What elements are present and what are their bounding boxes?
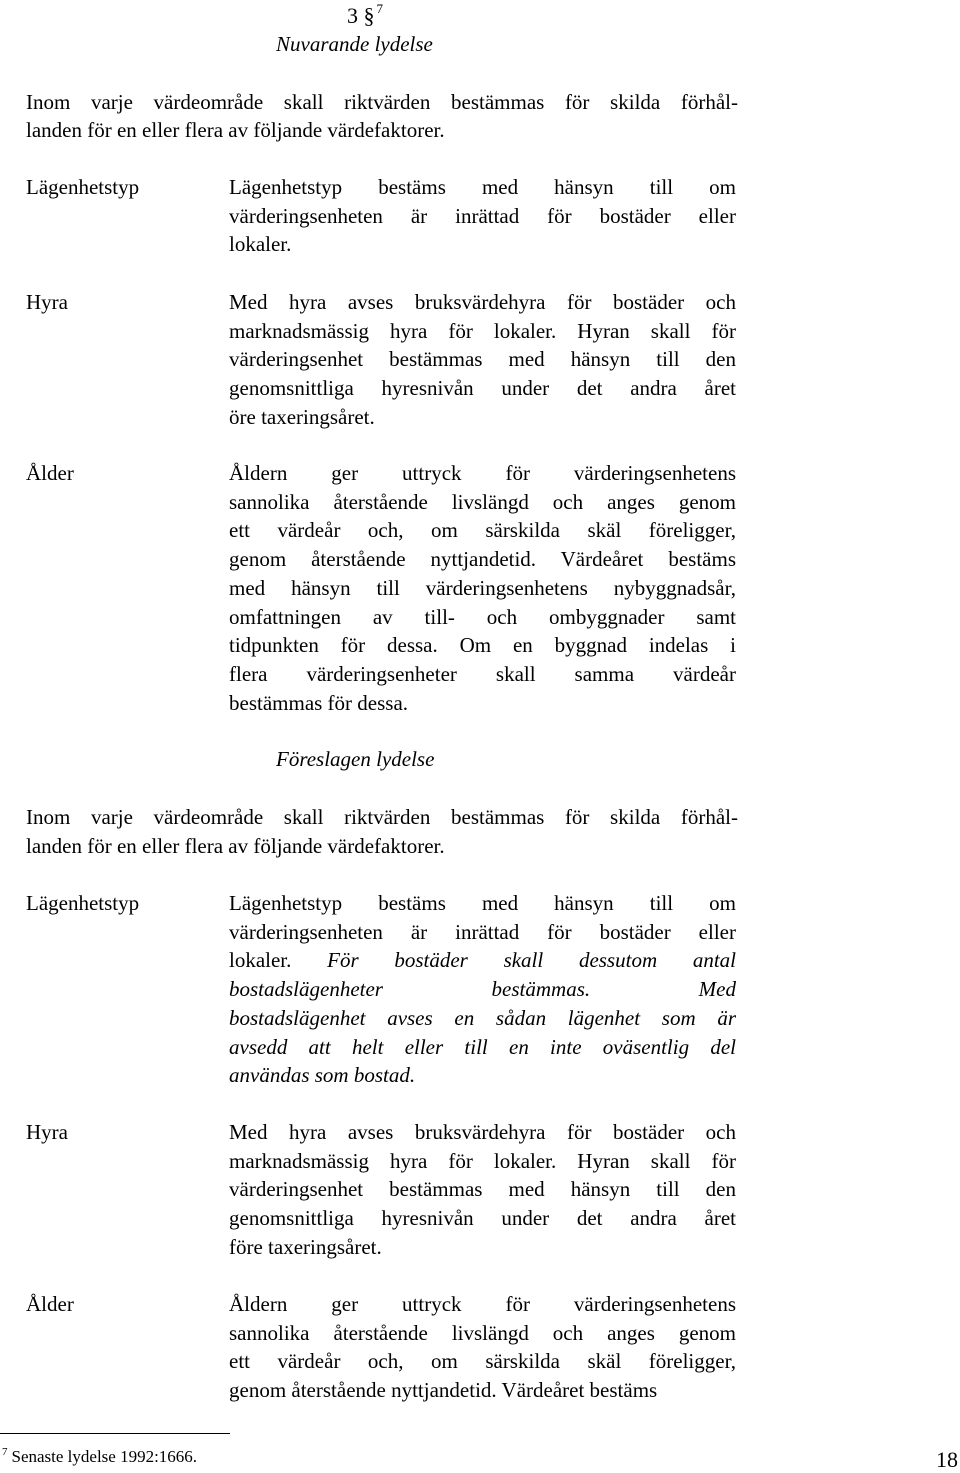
proposed-lagenhetstyp-text-line [229, 1004, 736, 1033]
text-segment: Åldern ger uttryck för värderingsenhetens [229, 461, 736, 485]
proposed-lagenhetstyp-text-line [229, 1033, 736, 1062]
amended-text: avsedd att helt eller till en inte oväsentlig del [229, 1034, 736, 1059]
amended-text: användas som bostad. [229, 1063, 416, 1088]
current-alder-text-line [229, 603, 736, 632]
section-number-text: 3 § [347, 3, 375, 28]
proposed-hyra-text-line [229, 1204, 736, 1233]
text-segment: marknadsmässig hyra för lokaler. Hyran skall för [229, 318, 736, 343]
current-alder-text-line [229, 631, 736, 660]
current-alder-text-line [229, 660, 736, 689]
proposed-lagenhetstyp-text-line [229, 946, 736, 975]
text-segment: omfattningen av till- och ombyggnader samt [229, 604, 736, 629]
current-intro-line-1: Inom varje värdeområde skall riktvärden bestämmas för skilda förhål- [26, 90, 738, 114]
proposed-lagenhetstyp-text-line [229, 889, 736, 918]
proposed-alder-text-line [229, 1347, 736, 1376]
text-segment: Med hyra avses bruksvärdehyra för bostäder och [229, 290, 736, 314]
current-hyra-text-line [229, 345, 736, 374]
proposed-hyra-text-line [229, 1233, 736, 1262]
current-alder-text-line [229, 488, 736, 517]
current-label-alder: Ålder [26, 461, 74, 485]
footnote-reference: 7 [376, 1, 383, 16]
text-segment: tidpunkten för dessa. Om en byggnad indelas i [229, 633, 736, 658]
text-segment: sannolika återstående livslängd och anges genom [229, 489, 736, 514]
text-segment: bestämmas för dessa. [229, 690, 409, 715]
text-segment: lokaler. [229, 948, 328, 973]
current-hyra-text-line [229, 403, 736, 432]
current-hyra-text-line [229, 317, 736, 346]
current-lagenhetstyp-text-line [229, 230, 736, 259]
current-intro-line-2: landen för en eller flera av följande värdefaktorer. [26, 118, 445, 142]
proposed-lagenhetstyp-text-line [229, 975, 736, 1004]
current-hyra-text-line [229, 374, 736, 403]
footnote-separator [0, 1433, 230, 1434]
proposed-wording-heading: Föreslagen lydelse [276, 747, 435, 771]
text-segment: före taxeringsåret. [229, 1234, 382, 1259]
proposed-alder-text-line [229, 1290, 736, 1319]
footnote-text: Senaste lydelse 1992:1666. [11, 1447, 198, 1466]
amended-text: bostadslägenhet avses en sådan lägenhet som är [229, 1005, 736, 1030]
proposed-alder-text-line [229, 1376, 736, 1405]
current-wording-heading: Nuvarande lydelse [276, 32, 433, 56]
text-segment: ett värdeår och, om särskilda skäl föreligger, [229, 1349, 736, 1374]
text-segment: Åldern ger uttryck för värderingsenhetens [229, 1292, 736, 1316]
footnote [2, 1446, 197, 1470]
proposed-intro-line-2: landen för en eller flera av följande värdefaktorer. [26, 834, 445, 858]
footnote-number: 7 [2, 1446, 8, 1458]
current-alder-text-line [229, 689, 736, 718]
proposed-label-alder: Ålder [26, 1292, 74, 1316]
text-segment: med hänsyn till värderingsenhetens nybyggnadsår, [229, 575, 736, 600]
text-segment: genom återstående nyttjandetid. Värdeåret bestäms [229, 547, 736, 572]
proposed-hyra-text-line [229, 1118, 736, 1147]
text-segment: genom återstående nyttjandetid. Värdeåret bestäms [229, 1378, 658, 1403]
current-hyra-text-line [229, 288, 736, 317]
text-segment: Med hyra avses bruksvärdehyra för bostäder och [229, 1120, 736, 1144]
text-segment: marknadsmässig hyra för lokaler. Hyran skall för [229, 1148, 736, 1173]
amended-text: För bostäder skall dessutom antal [327, 948, 736, 973]
proposed-lagenhetstyp-text-line [229, 1061, 736, 1090]
text-segment: genomsnittliga hyresnivån under det andra året [229, 1206, 736, 1231]
current-lagenhetstyp-text-line [229, 202, 736, 231]
text-segment: värderingsenheten är inrättad för bostäder eller [229, 919, 736, 944]
page-number: 18 [936, 1447, 958, 1472]
text-segment: lokaler. [229, 232, 292, 257]
current-alder-text-line [229, 459, 736, 488]
current-alder-text-line [229, 545, 736, 574]
current-alder-text-line [229, 574, 736, 603]
current-label-hyra: Hyra [26, 290, 68, 314]
amended-text: bostadslägenheter bestämmas. Med [229, 977, 736, 1002]
text-segment: flera värderingsenheter skall samma värdeår [229, 661, 736, 686]
proposed-alder-text-line [229, 1319, 736, 1348]
current-alder-text-line [229, 516, 736, 545]
proposed-label-hyra: Hyra [26, 1120, 68, 1144]
text-segment: genomsnittliga hyresnivån under det andra året [229, 376, 736, 401]
proposed-label-lagenhetstyp: Lägenhetstyp [26, 891, 140, 915]
text-segment: Lägenhetstyp bestäms med hänsyn till om [229, 891, 736, 915]
text-segment: värderingsenhet bestämmas med hänsyn till den [229, 347, 736, 372]
current-lagenhetstyp-text-line [229, 173, 736, 202]
proposed-hyra-text-line [229, 1147, 736, 1176]
proposed-hyra-text-line [229, 1175, 736, 1204]
text-segment: sannolika återstående livslängd och anges genom [229, 1320, 736, 1345]
current-label-lagenhetstyp: Lägenhetstyp [26, 175, 140, 199]
section-number [347, 3, 383, 32]
proposed-lagenhetstyp-text-line [229, 918, 736, 947]
text-segment: värderingsenheten är inrättad för bostäder eller [229, 203, 736, 228]
text-segment: värderingsenhet bestämmas med hänsyn till den [229, 1177, 736, 1202]
text-segment: Lägenhetstyp bestäms med hänsyn till om [229, 175, 736, 199]
proposed-intro-line-1: Inom varje värdeområde skall riktvärden bestämmas för skilda förhål- [26, 805, 738, 829]
text-segment: öre taxeringsåret. [229, 404, 375, 429]
text-segment: ett värdeår och, om särskilda skäl föreligger, [229, 518, 736, 543]
